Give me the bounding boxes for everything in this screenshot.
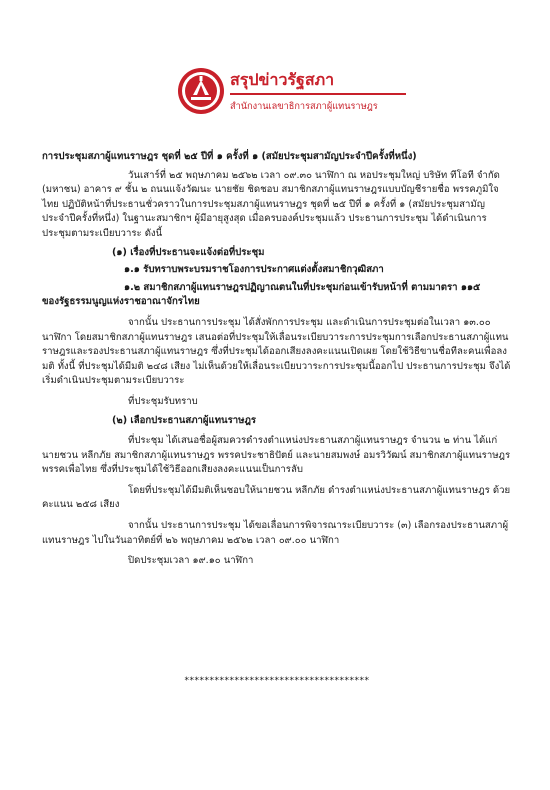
document-body xyxy=(42,150,512,686)
paragraph-resolution: โดยที่ประชุมได้มีมติเห็นชอบให้นายชวน หลีกภัย ดำรงตำแหน่งประธานสภาผู้แทนราษฎร ด้วยคะแนน ๒๕๘ เสียง xyxy=(42,484,511,511)
acknowledged-text: ที่ประชุมรับทราบ xyxy=(128,395,198,407)
paragraph-nominations: ที่ประชุม ได้เสนอชื่อผู้สมควรดำรงตำแหน่งประธานสภาผู้แทนราษฎร จำนวน ๒ ท่าน ได้แก่ นายชวน หลีกภัย สมาชิกสภาผู้แทนราษฎร พรรคประชาธิปัตย์ และนายสมพงษ์ อมรวิวัฒน์ สมาชิกสภาผู้แทนราษฎร พรรคเพื่อไทย ซึ่งที่ประชุมได้ใช้วิธีออกเสียงลงคะแนนเป็นการลับ xyxy=(42,435,511,476)
masthead xyxy=(176,66,416,118)
intro-paragraph: วันเสาร์ที่ ๒๕ พฤษภาคม ๒๕๖๒ เวลา ๐๙.๓๐ นาฬิกา ณ หอประชุมใหญ่ บริษัท ทีโอที จำกัด (มหาชน) อาคาร ๙ ชั้น ๒ ถนนแจ้งวัฒนะ นายชัย ชิดชอบ สมาชิกสภาผู้แทนราษฎรแบบบัญชีรายชื่อ พรรคภูมิใจไทย ปฏิบัติหน้าที่ประธานชั่วคราวในการประชุมสภาผู้แทนราษฎร ชุดที่ ๒๕ ปีที่ ๑ ครั้งที่ ๑ (สมัยประชุมสามัญประจำปีครั้งที่หนึ่ง) ในฐานะสมาชิกฯ ผู้มีอายุสูงสุด เมื่อครบองค์ประชุมแล้ว ประธานการประชุม ได้ดำเนินการประชุมตามระเบียบวาระ ดังนี้ xyxy=(42,169,500,239)
asterisk-divider: ************************************* xyxy=(184,676,370,686)
header-title: สรุปข่าวรัฐสภา xyxy=(230,70,335,89)
section-1-heading: (๑) เรื่องที่ประธานจะแจ้งต่อที่ประชุม xyxy=(112,246,265,258)
header-divider xyxy=(230,93,406,95)
paragraph-postpone: จากนั้น ประธานการประชุม ได้ขอเลื่อนการพิจารณาระเบียบวาระ (๓) เลือกรองประธานสภาผู้แทนราษฎร ไปในวันอาทิตย์ที่ ๒๖ พฤษภาคม ๒๕๖๒ เวลา ๐๙.๐๐ นาฬิกา xyxy=(42,520,509,546)
closing-text: ปิดประชุมเวลา ๑๙.๑๐ นาฬิกา xyxy=(128,555,254,567)
section-1-1-heading: ๑.๑ รับทราบพระบรมราชโองการประกาศแต่งตั้งสมาชิกวุฒิสภา xyxy=(124,264,384,276)
document-title: การประชุมสภาผู้แทนราษฎร ชุดที่ ๒๕ ปีที่ ๑ ครั้งที่ ๑ (สมัยประชุมสามัญประจำปีครั้งที่หนึ่ง) xyxy=(42,151,417,162)
paragraph-recess: จากนั้น ประธานการประชุม ได้สั่งพักการประชุม และดำเนินการประชุมต่อในเวลา ๑๓.๐๐ นาฬิกา โดยสมาชิกสภาผู้แทนราษฎร เสนอต่อที่ประชุมให้เลื่อนระเบียบวาระการประชุมการเลือกประธานสภาผู้แทนราษฎรและรองประธานสภาผู้แทนราษฎร ซึ่งที่ประชุมได้ออกเสียงลงคะแนนเปิดเผย โดยใช้วิธีขานชื่อทีละคนเพื่อลงมติ ทั้งนี้ ที่ประชุมได้มีมติ ๒๔๘ เสียง ไม่เห็นด้วยให้เลื่อนระเบียบวาระการประชุมนี้ออกไป ประธานการประชุม จึงได้เริ่มดำเนินประชุมตามระเบียบวาระ xyxy=(42,316,511,387)
section-1-2-heading: ๑.๒ สมาชิกสภาผู้แทนราษฎรปฏิญาณตนในที่ประชุมก่อนเข้ารับหน้าที่ ตามมาตรา ๑๑๕ xyxy=(124,281,481,293)
parliament-seal-icon xyxy=(176,66,226,116)
section-2-heading: (๒) เลือกประธานสภาผู้แทนราษฎร xyxy=(112,414,257,426)
header-subtitle: สำนักงานเลขาธิการสภาผู้แทนราษฎร xyxy=(230,101,378,112)
section-1-2-heading-cont: ของรัฐธรรมนูญแห่งราชอาณาจักรไทย xyxy=(42,296,200,308)
